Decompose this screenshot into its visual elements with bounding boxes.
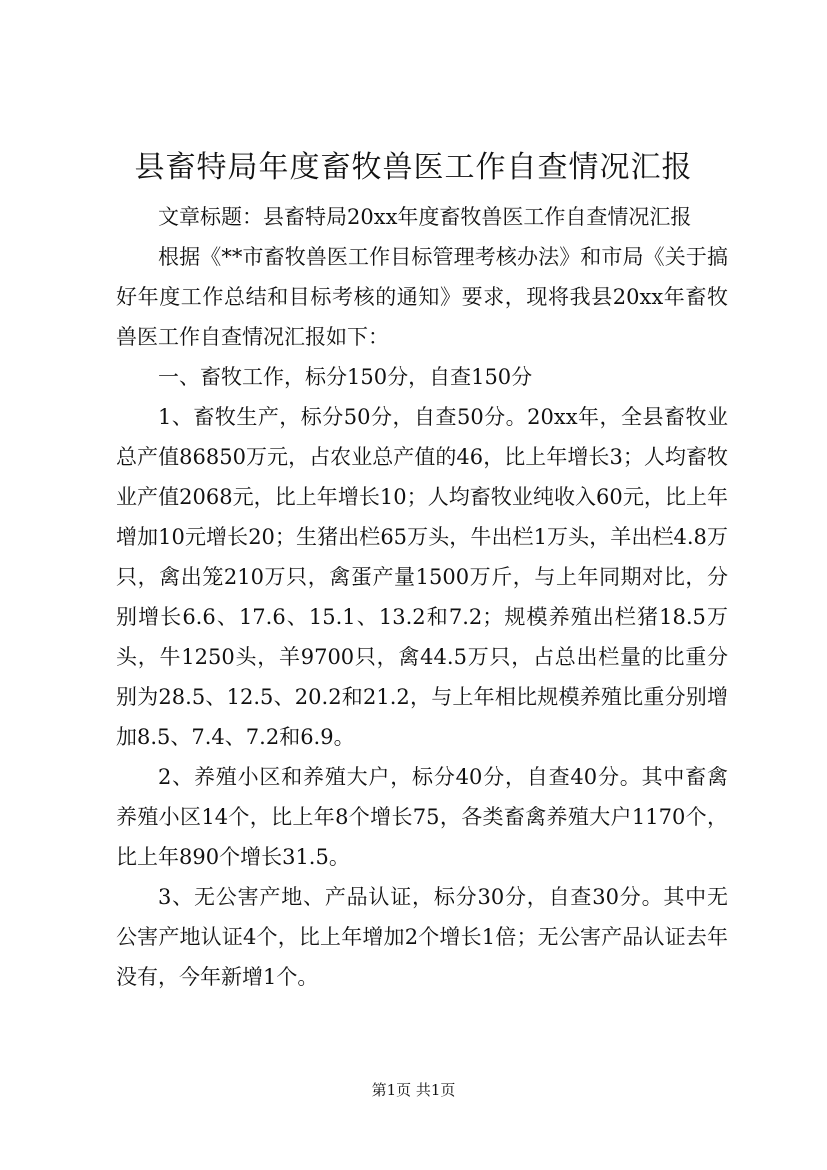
- paragraph-pollution-free-certification: 3、无公害产地、产品认证，标分30分，自查30分。其中无公害产地认证4个，比上年增加2个增长1倍；无公害产品认证去年没有，今年新增1个。: [116, 885, 728, 989]
- document-body: [116, 197, 728, 997]
- page-footer: 第1页 共1页: [371, 1081, 456, 1099]
- paragraph-livestock-production: 1、畜牧生产，标分50分，自查50分。20xx年，全县畜牧业总产值86850万元，占农业总产值的46，比上年增长3；人均畜牧业产值2068元，比上年增长10；人均畜牧业纯收入60元，比上年增加10元增长20；生猪出栏65万头，牛出栏1万头，羊出栏4.8万只，禽出笼210万只，禽蛋产量1500万斤，与上年同期对比，分别增长6.6、17.6、15.1、13.2和7.2；规模养殖出栏猪18.5万头，牛1250头，羊9700只，禽44.5万只，占总出栏量的比重分别为28.5、12.5、20.2和21.2，与上年相比规模养殖比重分别增加8.5、7.4、7.2和6.9。: [116, 405, 728, 749]
- intro-paragraph: 根据《**市畜牧兽医工作目标管理考核办法》和市局《关于搞好年度工作总结和目标考核的通知》要求，现将我县20xx年畜牧兽医工作自查情况汇报如下：: [116, 245, 728, 349]
- article-title-line: 文章标题：县畜特局20xx年度畜牧兽医工作自查情况汇报: [158, 205, 692, 229]
- section-heading-livestock: 一、畜牧工作，标分150分，自查150分: [158, 365, 533, 389]
- paragraph-breeding-communities: 2、养殖小区和养殖大户，标分40分，自查40分。其中畜禽养殖小区14个，比上年8个增长75，各类畜禽养殖大户1170个，比上年890个增长31.5。: [116, 765, 728, 869]
- document-title: 县畜特局年度畜牧兽医工作自查情况汇报: [134, 150, 693, 185]
